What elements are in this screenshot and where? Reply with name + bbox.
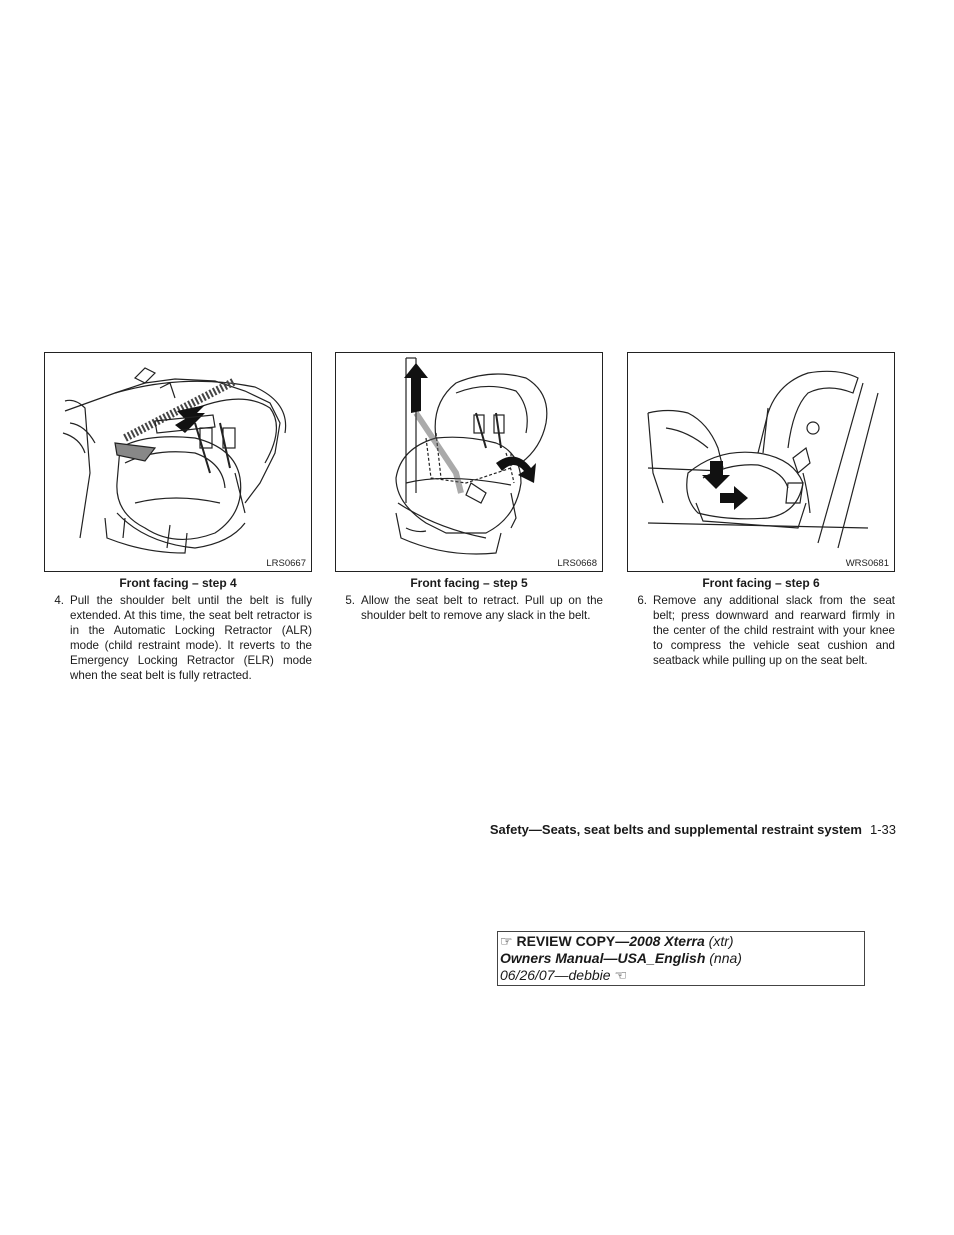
pointing-hand-left-icon: ☜ (614, 967, 627, 983)
figure-step-6 (627, 352, 895, 572)
figure-caption: Front facing – step 6 (702, 576, 820, 590)
review-prefix: REVIEW COPY— (516, 933, 630, 949)
step-4 (44, 593, 312, 683)
step-number: 5. (345, 594, 355, 607)
review-model-code: (xtr) (708, 933, 734, 949)
step-5 (335, 593, 603, 623)
step-text: Allow the seat belt to retract. Pull up on the shoulder belt to remove any slack in the belt. (361, 594, 603, 622)
figure-step-5 (335, 352, 603, 572)
step-number: 6. (637, 594, 647, 607)
illustration-step-6 (628, 353, 894, 571)
review-date: 06/26/07—debbie (500, 967, 611, 983)
page-footer (490, 822, 896, 837)
step-6 (627, 593, 895, 668)
page-number: 1-33 (869, 822, 896, 837)
figure-code: LRS0667 (266, 558, 306, 569)
step-text: Pull the shoulder belt until the belt is fully extended. At this time, the seat belt retractor is in the Automatic Locking Retractor (ALR) mode (child restraint mode). It reverts to the Emergency Locking Retractor (ELR) mode when the seat belt is fully retracted. (70, 594, 312, 682)
illustration-step-4 (45, 353, 311, 571)
review-copy-box (497, 931, 865, 986)
step-text: Remove any additional slack from the seat belt; press downward and rearward firmly in the center of the child restraint with your knee to compress the vehicle seat cushion and seatback while pulling up on the seat belt. (653, 594, 895, 667)
figure-caption: Front facing – step 4 (119, 576, 237, 590)
figure-code: WRS0681 (845, 558, 889, 569)
review-manual-code: (nna) (709, 950, 742, 966)
figure-step-4 (44, 352, 312, 572)
step-number: 4. (54, 594, 64, 607)
figure-code: LRS0668 (557, 558, 597, 569)
illustration-step-5 (336, 353, 602, 571)
section-title: Safety—Seats, seat belts and supplemental restraint system (489, 822, 862, 837)
review-manual: Owners Manual—USA_English (500, 950, 706, 966)
figure-caption: Front facing – step 5 (410, 576, 528, 590)
pointing-hand-right-icon: ☞ (500, 933, 513, 949)
review-model: 2008 Xterra (629, 933, 705, 949)
